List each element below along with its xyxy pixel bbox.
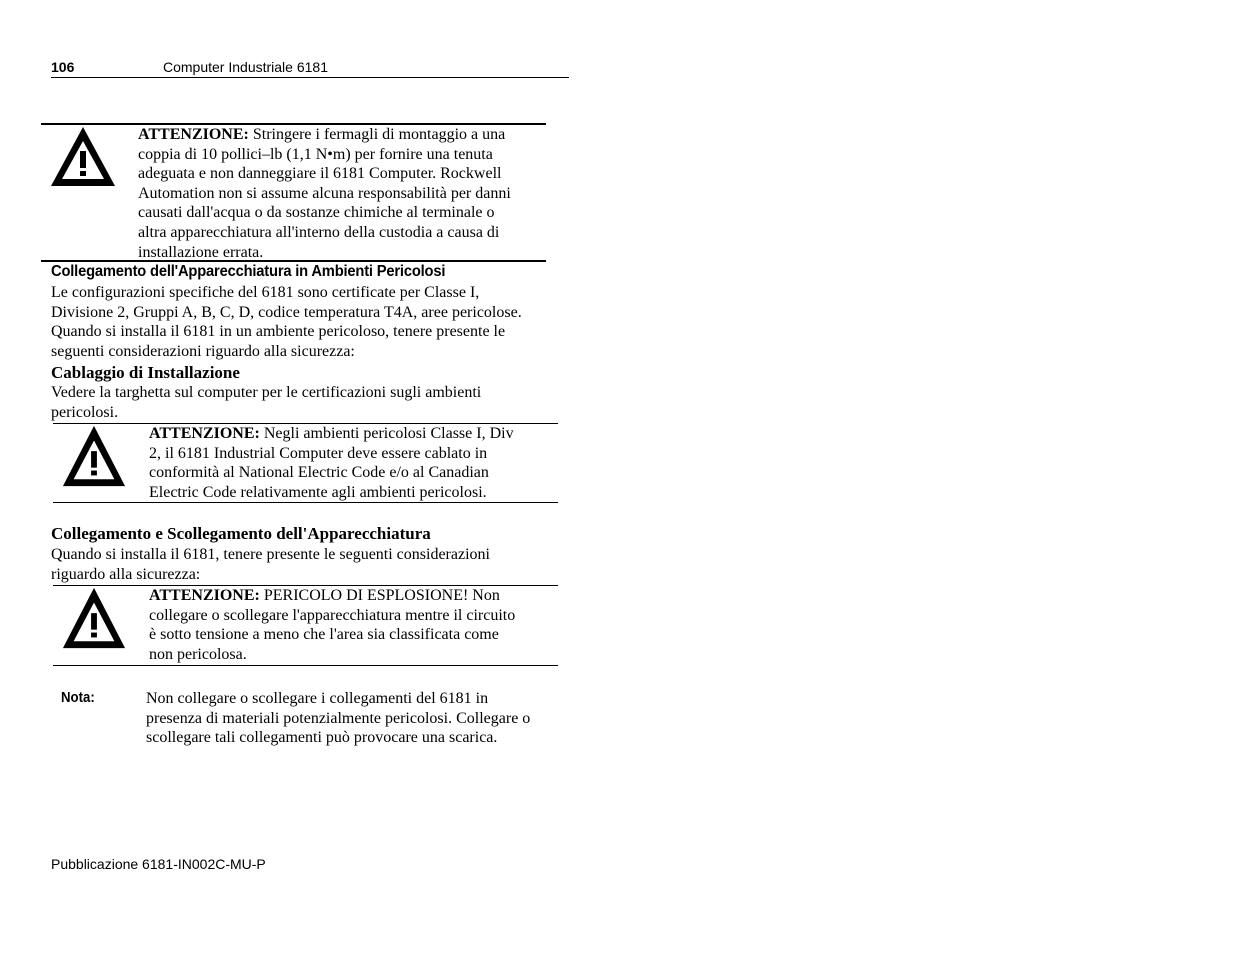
paragraph: Le configurazioni specifiche del 6181 sono certificate per Classe I, Divisione 2, Gruppi A, B, C, D, codice temperatura T4A, aree pericolose. Quando si installa il 6181 in un ambiente pericoloso, tenere presente le seguenti considerazioni riguardo alla sicurezza: <box>51 284 522 361</box>
header-rule <box>51 77 569 78</box>
warning-text: ATTENZIONE: Negli ambienti pericolosi Classe I, Div 2, il 6181 Industrial Computer deve essere cablato in conformità al National Electric Code e/o al Canadian Electric Code relativamente agli ambienti pericolosi. <box>149 425 514 501</box>
warning-text: ATTENZIONE: Stringere i fermagli di montaggio a una coppia di 10 pollici–lb (1,1 N•m) per fornire una tenuta adeguata e non danneggiare il 6181 Computer. Rockwell Automation non si assume alcuna responsabilità per danni causati dall'acqua o da sostanze chimiche al terminale o altra apparecchiatura all'interno della custodia a causa di installazione errata. <box>138 126 511 261</box>
warning-label: ATTENZIONE: <box>149 587 260 604</box>
warning-bottom-rule <box>53 665 558 666</box>
subsection-heading: Cablaggio di Installazione <box>51 363 240 382</box>
warning-label: ATTENZIONE: <box>149 425 260 442</box>
note-label: Nota: <box>61 689 95 706</box>
warning-text: ATTENZIONE: PERICOLO DI ESPLOSIONE! Non collegare o scollegare l'apparecchiatura mentre il circuito è sotto tensione a meno che l'area sia classificata come non pericolosa. <box>149 587 516 663</box>
note-text: Non collegare o scollegare i collegamenti del 6181 in presenza di materiali potenzialmente pericolosi. Collegare o scollegare tali collegamenti può provocare una scarica. <box>146 690 531 747</box>
section-heading: Collegamento dell'Apparecchiatura in Ambienti Pericolosi <box>51 263 446 280</box>
warning-bottom-rule <box>53 502 558 503</box>
paragraph: Vedere la targhetta sul computer per le certificazioni sugli ambienti pericolosi. <box>51 384 482 421</box>
page-number: 106 <box>51 59 75 75</box>
paragraph: Quando si installa il 6181, tenere presente le seguenti considerazioni riguardo alla sicurezza: <box>51 546 490 583</box>
subsection-heading: Collegamento e Scollegamento dell'Apparecchiatura <box>51 524 431 543</box>
warning-bottom-rule <box>41 260 546 262</box>
warning-triangle-icon <box>61 423 127 489</box>
footer-publication: Pubblicazione 6181-IN002C-MU-P <box>51 856 266 872</box>
warning-triangle-icon <box>61 585 127 651</box>
running-title: Computer Industriale 6181 <box>163 59 328 75</box>
warning-triangle-icon <box>49 125 117 188</box>
warning-label: ATTENZIONE: <box>138 126 249 143</box>
